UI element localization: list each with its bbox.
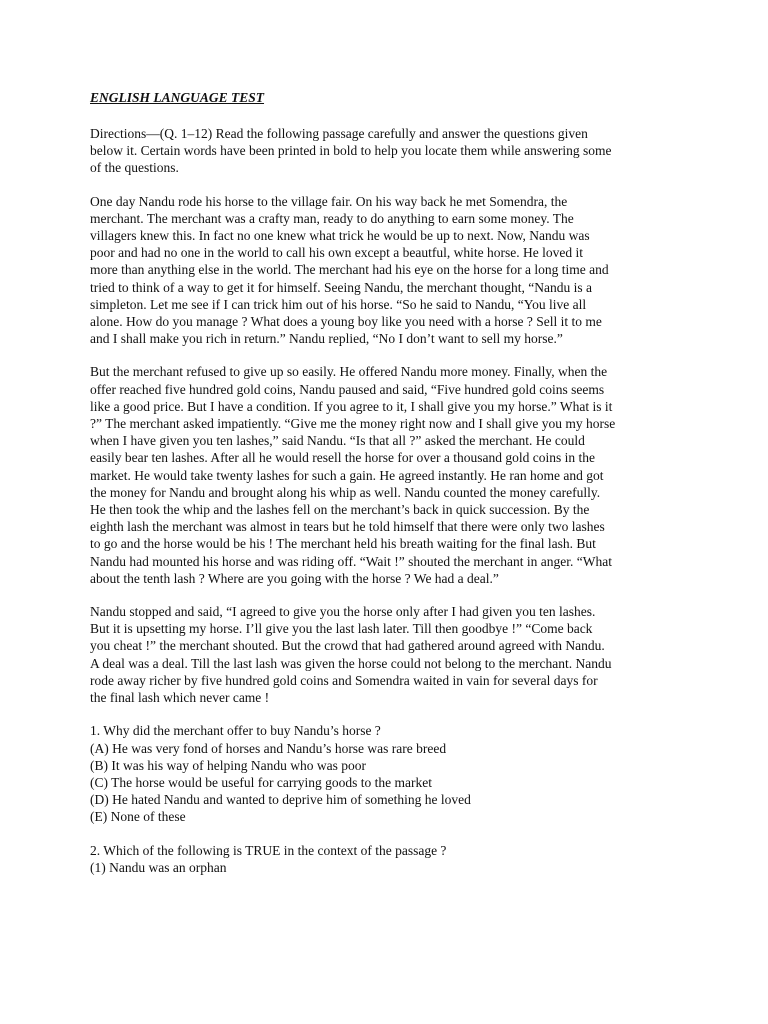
text-line: below it. Certain words have been printed in bold to help you locate them while answering some — [90, 143, 612, 159]
passage-paragraph-3 — [90, 603, 690, 706]
text-line: you cheat !” the merchant shouted. But the crowd that had gathered around agreed with Nandu. — [90, 638, 605, 654]
question-1 — [90, 722, 690, 825]
text-line: But it is upsetting my horse. I’ll give you the last lash later. Till then goodbye !” “Come back — [90, 621, 593, 637]
text-line: But the merchant refused to give up so easily. He offered Nandu more money. Finally, when the — [90, 364, 608, 380]
text-line: to go and the horse would be his ! The merchant held his breath waiting for the final lash. But — [90, 536, 596, 552]
answer-option: (B) It was his way of helping Nandu who was poor — [90, 757, 366, 773]
answer-option: (D) He hated Nandu and wanted to deprive him of something he loved — [90, 792, 471, 808]
document-title: ENGLISH LANGUAGE TEST — [90, 90, 265, 105]
answer-option: (E) None of these — [90, 809, 186, 825]
text-line: alone. How do you manage ? What does a young boy like you need with a horse ? Sell it to me — [90, 314, 602, 330]
question-text: 2. Which of the following is TRUE in the context of the passage ? — [90, 842, 447, 858]
question-2 — [90, 842, 690, 876]
text-line: simpleton. Let me see if I can trick him out of his horse. “So he said to Nandu, “You live all — [90, 296, 587, 312]
text-line: A deal was a deal. Till the last lash was given the horse could not belong to the merchant. Nandu — [90, 655, 612, 671]
text-line: Nandu had mounted his horse and was riding off. “Wait !” shouted the merchant in anger. “What — [90, 553, 613, 569]
document-page — [90, 89, 690, 892]
text-line: eighth lash the merchant was almost in tears but he told himself that there were only two lashes — [90, 519, 605, 535]
passage-paragraph-1 — [90, 193, 690, 348]
text-line: Nandu stopped and said, “I agreed to give you the horse only after I had given you ten lashes. — [90, 604, 596, 620]
text-line: poor and had no one in the world to call his own except a beautful, white horse. He loved it — [90, 245, 583, 261]
directions-paragraph — [90, 125, 690, 177]
passage-paragraph-2 — [90, 363, 690, 587]
text-line: merchant. The merchant was a crafty man, ready to do anything to earn some money. The — [90, 210, 574, 226]
answer-option: (C) The horse would be useful for carrying goods to the market — [90, 774, 433, 790]
text-line: about the tenth lash ? Where are you going with the horse ? We had a deal.” — [90, 570, 499, 586]
text-line: One day Nandu rode his horse to the village fair. On his way back he met Somendra, the — [90, 193, 568, 209]
question-text: 1. Why did the merchant offer to buy Nandu’s horse ? — [90, 723, 381, 739]
text-line: Directions—(Q. 1–12) Read the following passage carefully and answer the questions given — [90, 126, 588, 141]
text-line: when I have given you ten lashes,” said Nandu. “Is that all ?” asked the merchant. He could — [90, 433, 585, 449]
text-line: He then took the whip and the lashes fell on the merchant’s back in quick succession. By the — [90, 502, 590, 518]
text-line: villagers knew this. In fact no one knew what trick he would be up to next. Now, Nandu was — [90, 228, 590, 244]
text-line: tried to think of a way to get it for himself. Seeing Nandu, the merchant thought, “Nandu is a — [90, 279, 593, 295]
text-line: like a good price. But I have a condition. If you agree to it, I shall give you my horse.” What is it — [90, 398, 613, 414]
text-line: and I shall make you rich in return.” Nandu replied, “No I don’t want to sell my horse.” — [90, 331, 563, 347]
text-line: market. He would take twenty lashes for such a gain. He agreed instantly. He ran home and got — [90, 467, 604, 483]
text-line: the money for Nandu and brought along his whip as well. Nandu counted the money carefully. — [90, 484, 601, 500]
text-line: rode away richer by five hundred gold coins and Somendra waited in vain for several days for — [90, 672, 598, 688]
answer-option: (1) Nandu was an orphan — [90, 859, 227, 875]
text-line: offer reached five hundred gold coins, Nandu paused and said, “Five hundred gold coins seems — [90, 381, 605, 397]
text-line: easily bear ten lashes. After all he would resell the horse for over a thousand gold coins in the — [90, 450, 595, 466]
text-line: more than anything else in the world. The merchant had his eye on the horse for a long time and — [90, 262, 609, 278]
text-line: the final lash which never came ! — [90, 690, 270, 706]
answer-option: (A) He was very fond of horses and Nandu’s horse was rare breed — [90, 740, 447, 756]
text-line: ?” The merchant asked impatiently. “Give me the money right now and I shall give you my horse — [90, 416, 616, 432]
text-line: of the questions. — [90, 160, 179, 176]
